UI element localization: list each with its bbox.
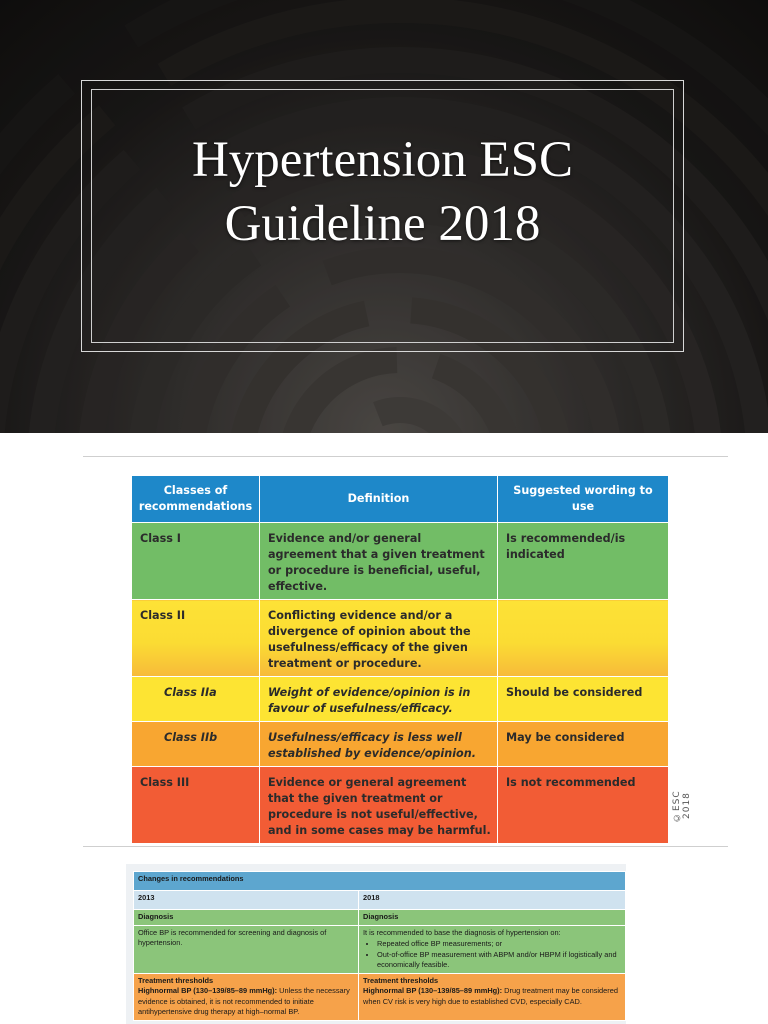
definition-cell: Evidence or general agreement that the given treatment or procedure is not useful/effective, and in some cases may be harmful. — [260, 767, 498, 844]
list-item: • Out-of-office BP measurement with ABPM and/or HBPM if logistically and economically feasible. — [377, 950, 621, 971]
diagnosis-heading-2018: Diagnosis — [359, 910, 626, 926]
definition-cell: Usefulness/efficacy is less well established by evidence/opinion. — [260, 722, 498, 767]
thresholds-2013-cell — [134, 973, 359, 1020]
class-cell: Class III — [132, 767, 260, 844]
year-2018: 2018 — [359, 891, 626, 910]
table-row — [132, 523, 669, 600]
wording-cell: Is not recommended — [498, 767, 669, 844]
page-divider — [83, 456, 728, 457]
diagnosis-2013-text: Office BP is recommended for screening and diagnosis of hypertension. — [134, 925, 359, 973]
definition-cell: Weight of evidence/opinion is in favour of usefulness/efficacy. — [260, 677, 498, 722]
table-title-row — [134, 872, 626, 891]
thresholds-heading-2018: Treatment thresholds — [363, 975, 439, 985]
wording-cell: Should be considered — [498, 677, 669, 722]
page-divider — [83, 846, 728, 847]
table-row — [132, 722, 669, 767]
header-wording: Suggested wording to use — [498, 476, 669, 523]
high-normal-label-2013: Highnormal BP (130–139/85–89 mmHg): — [138, 986, 278, 995]
list-item: • Repeated office BP measurements; or — [377, 939, 621, 950]
high-normal-text-2018: Drug treatment may be considered when CV risk is very high due to established CVD, especially CAD. — [363, 986, 618, 1006]
year-2013: 2013 — [134, 891, 359, 910]
definition-cell: Conflicting evidence and/or a divergence of opinion about the usefulness/efficacy of the given treatment or procedure. — [260, 600, 498, 677]
diagnosis-2018-text: It is recommended to base the diagnosis of hypertension on: — [363, 927, 561, 937]
high-normal-text-2013: Unless the necessary evidence is obtained, it is not recommended to initiate antihypertensive drug therapy at high–normal BP. — [138, 986, 350, 1016]
thresholds-row — [134, 973, 626, 1020]
diagnosis-2018-cell — [359, 925, 626, 973]
header-definition: Definition — [260, 476, 498, 523]
cover-title — [91, 128, 674, 256]
high-normal-label-2018: Highnormal BP (130–139/85–89 mmHg): — [363, 986, 503, 995]
diagnosis-heading-2013: Diagnosis — [134, 910, 359, 926]
diagnosis-heading-row — [134, 910, 626, 926]
cover-slide — [0, 0, 768, 433]
table-row — [132, 767, 669, 844]
cover-title-line-2: Guideline 2018 — [224, 196, 541, 252]
diagnosis-bullet-list — [363, 939, 621, 971]
thresholds-heading-2013: Treatment thresholds — [138, 975, 214, 985]
esc-copyright-watermark: ©ESC 2018 — [672, 790, 692, 822]
table-row — [132, 600, 669, 677]
class-cell: Class II — [132, 600, 260, 677]
diagnosis-row — [134, 925, 626, 973]
wording-cell — [498, 600, 669, 677]
cover-title-line-1: Hypertension ESC — [191, 132, 574, 188]
changes-in-recommendations-table — [126, 864, 626, 1024]
year-row — [134, 891, 626, 910]
wording-cell: Is recommended/is indicated — [498, 523, 669, 600]
table-header-row — [132, 476, 669, 523]
wording-cell: May be considered — [498, 722, 669, 767]
thresholds-2018-cell — [359, 973, 626, 1020]
class-cell: Class I — [132, 523, 260, 600]
class-cell: Class IIa — [132, 677, 260, 722]
changes-title: Changes in recommendations — [134, 872, 626, 891]
classes-of-recommendations-table — [131, 475, 668, 844]
header-classes: Classes of recommendations — [132, 476, 260, 523]
class-cell: Class IIb — [132, 722, 260, 767]
table-row — [132, 677, 669, 722]
definition-cell: Evidence and/or general agreement that a given treatment or procedure is beneficial, useful, effective. — [260, 523, 498, 600]
